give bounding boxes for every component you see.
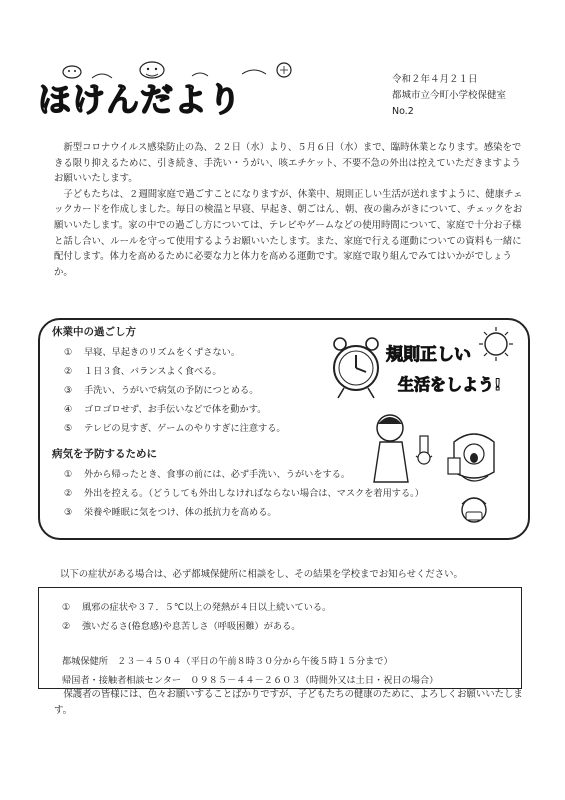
handwashing-illustration [362, 406, 522, 536]
newsletter-title: ほけんだより [38, 80, 242, 119]
lifestyle-item: ④ ゴロゴロせず、お手伝いなどで体を動かす。 [64, 404, 267, 415]
slogan-line-1: 規則正しい [386, 345, 471, 365]
lifestyle-item: ② １日３食、バランスよく食べる。 [64, 366, 222, 377]
issuer: 都城市立今町小学校保健室 [392, 90, 507, 101]
consult-notice: 以下の症状がある場合は、必ず都城保健所に相談をし、その結果を学校までお知らせください。 [60, 569, 463, 580]
intro-paragraph-2: 子どもたちは、２週間家庭で過ごすことになりますが、休業中、規則正しい生活が送れますように、健康チェックカードを作成しました。毎日の検温と早寝、早起き、朝ごはん、朝、夜の歯みがきについて、チェックをお願いいたします。家の中での過ごし方については、テレビやゲームなどの使用時間について、家庭で十分お子様と話し合い、ルールを守って使用するようお願いいたします。また、家庭で行える運動についての資料も一緒に配付します。体力を高めるために必要な力と体力を高める運動です。家庭で取り組んでみてはいかがでしょうか。 [54, 188, 523, 278]
symptom-item: ② 強いだるさ(倦怠感)や息苦しさ（呼吸困難）がある。 [62, 621, 301, 632]
lifestyle-heading: 休業中の過ごし方 [52, 326, 136, 338]
consultation-center-contact: 帰国者・接触者相談センター ０９８５－４４－２６０３（時間外又は土日・祝日の場合） [62, 675, 439, 686]
issue-number: No.2 [392, 106, 414, 117]
prevention-item: ② 外出を控える。（どうしても外出しなければならない場合は、マスクを着用する。） [64, 488, 424, 499]
lifestyle-item: ⑤ テレビの見すぎ、ゲームのやりすぎに注意する。 [64, 423, 286, 434]
intro-paragraph-1: 新型コロナウイルス感染防止の為、２２日（水）より、５月６日（水）まで、臨時休業となります。感染をできる限り抑えるために、引き続き、手洗い・うがい、咳エチケット、不要不急の外出は控えていただきますようお願いいたします。 [54, 142, 522, 185]
prevention-heading: 病気を予防するために [52, 448, 157, 460]
lifestyle-item: ① 早寝、早起きのリズムをくずさない。 [64, 347, 241, 358]
closing-paragraph: 保護者の皆様には、色々お願いすることばかりですが、子どもたちの健康のために、よろしくお願いいたします。 [54, 689, 523, 716]
prevention-item: ③ 栄養や睡眠に気をつけ、体の抵抗力を高める。 [64, 507, 277, 518]
symptom-item: ① 風邪の症状や３７．５℃以上の発熱が４日以上続いている。 [62, 602, 332, 613]
intro-text [54, 140, 524, 280]
clock-slogan-illustration [326, 326, 516, 404]
prevention-item: ① 外から帰ったとき、食事の前には、必ず手洗い、うがいをする。 [64, 469, 351, 480]
issue-date: 令和２年４月２１日 [392, 74, 478, 85]
slogan-line-2: 生活をしよう! [398, 375, 502, 394]
health-center-contact: 都城保健所 ２３－４５０４（平日の午前８時３０分から午後５時１５分まで） [62, 656, 393, 667]
lifestyle-item: ③ 手洗い、うがいで病気の予防につとめる。 [64, 385, 259, 396]
issue-info [392, 72, 506, 120]
newsletter-title-block [32, 58, 332, 128]
closing-text [54, 687, 524, 718]
